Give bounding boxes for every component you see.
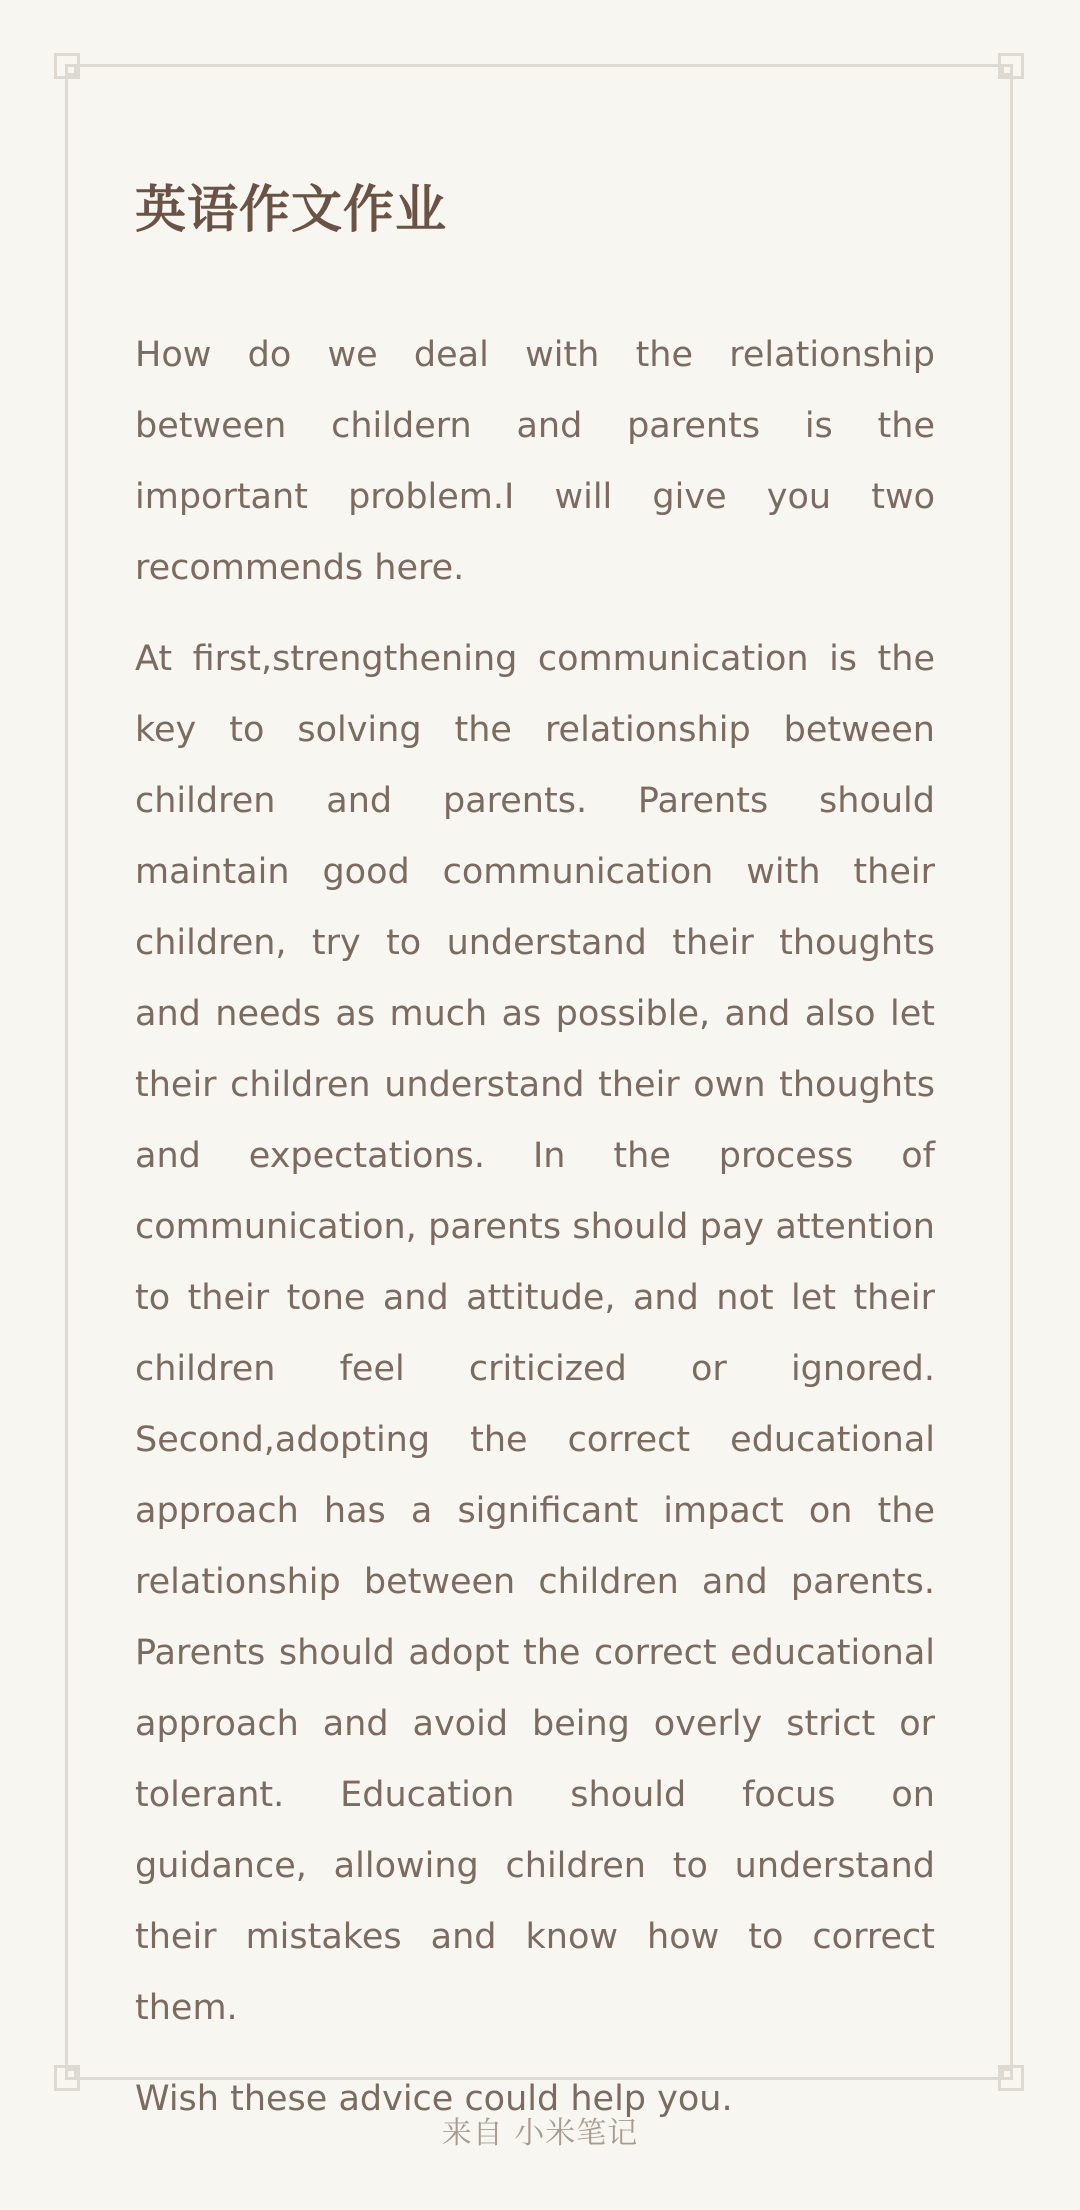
- note-title[interactable]: 英语作文作业: [135, 181, 448, 240]
- frame-corner-ornament: [54, 2065, 80, 2091]
- frame-corner-ornament: [54, 53, 80, 79]
- note-body[interactable]: [135, 320, 935, 2135]
- note-paragraph: At first,strengthening communication is the key to solving the relationship between children and parents. Parents should maintain good communication with their children, try to understand their thoughts and needs as much as possible, and also let their children understand their own thoughts and expectations. In the process of communication, parents should pay attention to their tone and attitude, and not let their children feel criticized or ignored. Second,adopting the correct educational approach has a significant impact on the relationship between children and parents. Parents should adopt the correct educational approach and avoid being overly strict or tolerant. Education should focus on guidance, allowing children to understand their mistakes and know how to correct them.: [135, 639, 935, 2028]
- frame-corner-ornament: [998, 2065, 1024, 2091]
- frame-corner-ornament: [998, 53, 1024, 79]
- note-paragraph: How do we deal with the relationship between childern and parents is the important problem.I will give you two recommends here.: [135, 335, 935, 588]
- note-paragraph: Wish these advice could help you.: [135, 2079, 733, 2119]
- source-footer: 来自 小米笔记: [441, 2116, 639, 2151]
